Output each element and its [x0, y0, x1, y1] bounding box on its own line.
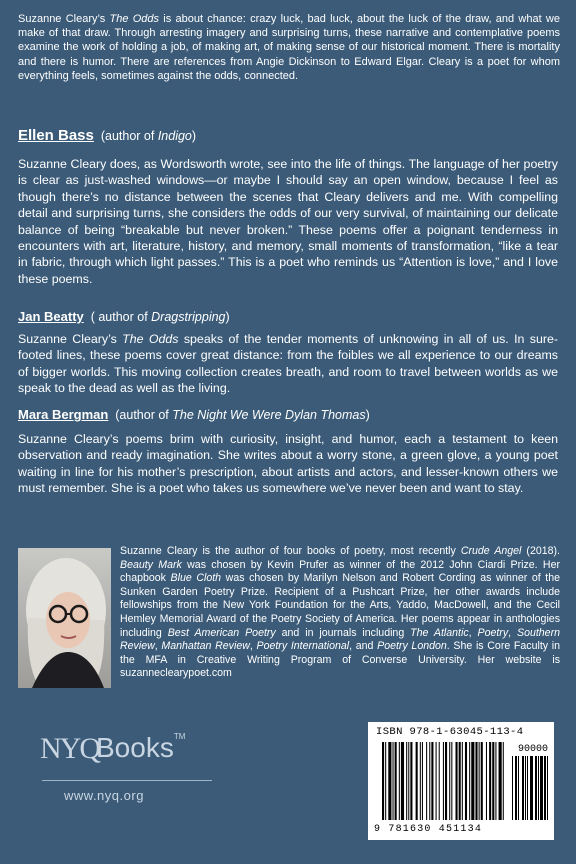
- barcode-bar: [406, 742, 407, 820]
- price-code: 90000: [518, 744, 549, 755]
- barcode-bar: [469, 742, 470, 820]
- blurb-2-text: Suzanne Cleary’s The Odds speaks of the tender moments of unknowing in all of us. In sure-footed lines, these poems cover great distance: from the foibles we all experience to our dreams of bigger worlds. This moving collection creates breath, and room to travel between worlds as we speak to the dead as well as the living.: [18, 332, 558, 396]
- barcode-digits: 9 781630 451134: [374, 824, 483, 835]
- barcode-bar: [443, 742, 444, 820]
- barcode-bar: [426, 742, 427, 820]
- blurb-3-author: Mara Bergman: [18, 407, 109, 422]
- barcode-bar: [465, 742, 467, 820]
- publisher-url[interactable]: www.nyq.org: [64, 788, 144, 803]
- blurb-3-credit-title: The Night We Were Dylan Thomas: [172, 408, 366, 422]
- blurb-2-book-title: The Odds: [122, 332, 179, 346]
- barcode-bar: [395, 742, 397, 820]
- barcode-bar: [462, 742, 463, 820]
- barcode-addon-bar: [538, 756, 539, 820]
- barcode-bar: [471, 742, 474, 820]
- barcode-addon-bar: [515, 756, 517, 820]
- barcode-bar: [401, 742, 404, 820]
- barcode-bar: [492, 742, 494, 820]
- barcode-addon-bar: [512, 756, 513, 820]
- barcode-bar: [382, 742, 384, 820]
- barcode-bar: [416, 742, 418, 820]
- barcode-bar: [475, 742, 477, 820]
- barcode-bar: [495, 742, 496, 820]
- barcode-bar: [431, 742, 433, 820]
- blurb-1-author: Ellen Bass: [18, 127, 94, 144]
- barcode-bar: [451, 742, 452, 820]
- barcode-addon-bar: [535, 756, 537, 820]
- barcode-bar: [439, 742, 440, 820]
- blurb-3-header: Mara Bergman (author of The Night We Were Dylan Thomas): [18, 407, 370, 422]
- barcode-bar: [420, 742, 421, 820]
- author-bio: Suzanne Cleary is the author of four books of poetry, most recently Crude Angel (2018). Beauty Mark was chosen by Kevin Prufer as winner of the 2012 John Ciardi Prize. Her chapbook Blue Cloth was chosen by Marilyn Nelson and Robert Cording as winner of the Sunken Garden Poetry Prize. Recipient of a Pushcart Prize, her other awards include fellowships from the New York Foundation for the Arts, Yaddo, MacDowell, and the Cecil Hemley Memorial Award of the Poetry Society of America. Her poems appear in anthologies including Best American Poetry and in journals including The Atlantic, Poetry, Southern Review, Manhattan Review, Poetry International, and Poetry London. She is Core Faculty in the MFA in Creative Writing Program of Converse University. Her website is suzanneclearypoet.com: [120, 545, 561, 680]
- barcode-addon-bar: [525, 756, 526, 820]
- barcode-bar: [385, 742, 386, 820]
- barcode-bar: [422, 742, 423, 820]
- blurb-2-header: Jan Beatty ( author of Dragstripping): [18, 309, 230, 324]
- barcode-bar: [429, 742, 430, 820]
- barcode-addon-bar: [540, 756, 543, 820]
- barcode-addon-bar: [518, 756, 519, 820]
- blurb-2-credit-title: Dragstripping: [151, 310, 226, 324]
- barcode-bar: [436, 742, 437, 820]
- barcode-bar: [479, 742, 480, 820]
- barcode-bar: [445, 742, 447, 820]
- intro-text: is about chance: crazy luck, bad luck, about the luck of the draw, and what we make of that draw. Through arresting imagery and surprising turns, these narrative and contemplative poems examine the work of holding a job, of making art, of making sense of our historical moment. There is mortality and there is humor. There are references from Angie Dickinson to Edward Elgar. Cleary is a poet for whom everything feels, sometimes against the odds, connected.: [18, 13, 560, 82]
- nyq-logo-mark: NYQ: [40, 732, 99, 765]
- isbn-number: ISBN 978-1-63045-113-4: [376, 726, 524, 738]
- barcode-addon-bar: [527, 756, 528, 820]
- barcode-bar: [456, 742, 458, 820]
- barcode-bar: [449, 742, 450, 820]
- blurb-1-credit-title: Indigo: [157, 129, 192, 143]
- blurb-2-credit: ( author of: [90, 310, 152, 324]
- barcode-bar: [388, 742, 391, 820]
- blurb-3-credit: (author of: [115, 408, 173, 422]
- author-photo: [18, 548, 111, 688]
- blurb-3-text: Suzanne Cleary’s poems brim with curiosity, insight, and humor, each a testament to keen observation and ready imagination. She writes about a worry stone, a green glove, a young poet waiting in line for his mother’s prescription, about artists and actors, and lesser-known others we must remember. She is a poet who takes us somewhere we’ve never been and want to stay.: [18, 432, 558, 496]
- barcode-addon-bar: [530, 756, 533, 820]
- barcode-bars: [380, 742, 550, 824]
- barcode-bar: [503, 742, 504, 820]
- blurb-1-header: Ellen Bass (author of Indigo): [18, 127, 197, 144]
- blurb-2-author: Jan Beatty: [18, 309, 84, 324]
- barcode-bar: [481, 742, 483, 820]
- blurb-1-text: Suzanne Cleary does, as Wordsworth wrote, see into the life of things. The language of her poetry is clear as just-washed windows—or maybe I should say an open window, because I feel as though there’s no distance between the scenes that Cleary delivers and me. With compelling detail and surprising turns, she considers the odds of our very survival, of maintaining our delicate balance of being “breakable but never broken.” These poems offer a poignant tenderness in encounters with art, literature, history, and memory, small moments of transformation, “like a tear in fabric, through which light passes.” This is a poet who reminds us “Attention is love,” and I love these poems.: [18, 157, 558, 286]
- barcode-bar: [489, 742, 491, 820]
- barcode-bar: [393, 742, 394, 820]
- barcode-bar: [408, 742, 409, 820]
- barcode-bar: [399, 742, 400, 820]
- publisher-name: Books™: [96, 732, 186, 763]
- publisher-logo: [40, 728, 220, 818]
- barcode-addon-bar: [547, 756, 548, 820]
- isbn-barcode: [368, 722, 554, 840]
- barcode-bar: [486, 742, 487, 820]
- book-description: [18, 12, 560, 83]
- intro-book-title: The Odds: [109, 13, 160, 25]
- intro-author: Suzanne Cleary’s: [18, 13, 106, 25]
- barcode-bar: [410, 742, 412, 820]
- blurb-1-credit: (author of: [100, 129, 158, 143]
- barcode-addon-bar: [522, 756, 524, 820]
- logo-divider: [42, 780, 212, 781]
- barcode-bar: [459, 742, 461, 820]
- barcode-addon-bar: [544, 756, 546, 820]
- barcode-bar: [499, 742, 502, 820]
